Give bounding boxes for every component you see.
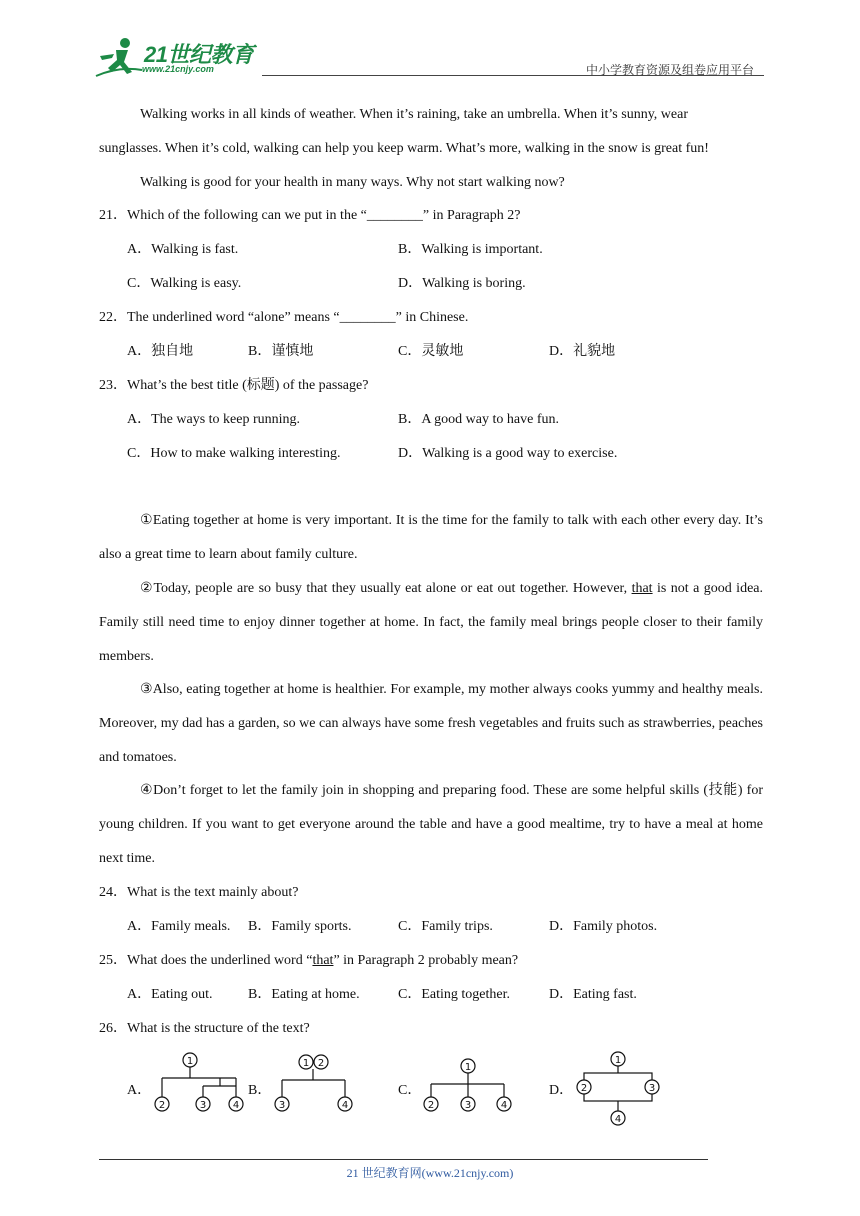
diagram-c-node-2: 2 (427, 1100, 435, 1111)
passage1-line1: Walking works in all kinds of weather. When it’s raining, take an umbrella. When it’s sunny, wear (140, 107, 688, 122)
q22-option-c[interactable]: C．灵敏地 (398, 344, 464, 359)
diagram-c-node-3: 3 (464, 1100, 472, 1111)
logo-text: 21世纪教育 (144, 42, 254, 67)
q25-option-b[interactable]: B．Eating at home. (248, 987, 360, 1002)
header-slogan: 中小学教育资源及组卷应用平台 (585, 63, 754, 77)
q21-option-d[interactable]: D．Walking is boring. (398, 276, 526, 291)
q21-option-a[interactable]: A．Walking is fast. (127, 242, 239, 257)
question-25 (99, 952, 518, 970)
q22-option-b[interactable]: B．谨慎地 (248, 344, 314, 359)
q24-option-a[interactable]: A．Family meals. (127, 919, 231, 934)
diagram-b-node-2: 2 (317, 1058, 325, 1069)
p2-text-after: is not a good idea. Family still need time to enjoy dinner together at home. In fact, the family meal brings people closer to their family members. (99, 581, 763, 664)
q21-option-c[interactable]: C．Walking is easy. (127, 276, 242, 291)
q25-stem-after: ” in Paragraph 2 probably mean? (333, 953, 519, 968)
passage1-paragraph-health (99, 166, 763, 200)
diagram-b-node-3: 3 (278, 1100, 286, 1111)
diagram-d-node-1: 1 (614, 1055, 622, 1066)
diagram-c-node-1: 1 (464, 1062, 472, 1073)
passage2-paragraph-2 (99, 572, 763, 674)
diagram-a-node-1: 1 (186, 1056, 194, 1067)
footer-divider (99, 1159, 708, 1160)
passage1-paragraph-weather (99, 98, 763, 132)
p2-text-before: ②Today, people are so busy that they usually eat alone or eat out together. However, (140, 581, 632, 596)
diagram-d-node-3: 3 (648, 1083, 656, 1094)
passage2-paragraph-4: ④Don’t forget to let the family join in shopping and preparing food. These are some helpful skills (技能) for young children. If you want to get everyone around the table and have a good mealtime, try to have a meal at home next time. (99, 783, 763, 866)
site-logo (94, 36, 264, 78)
q24-option-b[interactable]: B．Family sports. (248, 919, 352, 934)
q23-option-d[interactable]: D．Walking is a good way to exercise. (398, 446, 618, 461)
q25-stem-before: 25．What does the underlined word “ (99, 953, 313, 968)
diagram-d-node-2: 2 (580, 1083, 588, 1094)
q22-option-a[interactable]: A．独自地 (127, 344, 194, 359)
question-22: 22．The underlined word “alone” means “________” in Chinese. (99, 310, 469, 325)
q25-option-d[interactable]: D．Eating fast. (549, 987, 637, 1002)
passage2-paragraph-3: ③Also, eating together at home is healthier. For example, my mother always cooks yummy and healthy meals. Moreover, my dad has a garden, so we can always have some fresh vegetables and fruits such as strawberries, peaches and tomatoes. (99, 682, 763, 765)
passage1-line2: sunglasses. When it’s cold, walking can help you keep warm. What’s more, walking in the snow is great fun! (99, 141, 709, 156)
question-23: 23．What’s the best title (标题) of the passage? (99, 378, 369, 393)
header-divider (262, 75, 764, 76)
diagram-a-node-2: 2 (158, 1100, 166, 1111)
question-21: 21．Which of the following can we put in the “________” in Paragraph 2? (99, 208, 521, 223)
q23-option-a[interactable]: A．The ways to keep running. (127, 412, 301, 427)
q25-option-a[interactable]: A．Eating out. (127, 987, 213, 1002)
question-26: 26．What is the structure of the text? (99, 1021, 310, 1036)
q25-underlined-that: that (312, 953, 334, 968)
q24-option-d[interactable]: D．Family photos. (549, 919, 658, 934)
question-24: 24．What is the text mainly about? (99, 885, 299, 900)
runner-logo-icon (94, 36, 144, 78)
diagram-a-node-3: 3 (199, 1100, 207, 1111)
q21-option-b[interactable]: B．Walking is important. (398, 242, 543, 257)
passage1-health-text: Walking is good for your health in many ways. Why not start walking now? (140, 175, 565, 190)
passage2-paragraph-1: ①Eating together at home is very important. It is the time for the family to talk with each other every day. It’s also a great time to learn about family culture. (99, 513, 763, 562)
q26-option-d-label[interactable]: D． (549, 1083, 574, 1098)
footer-link[interactable]: 21 世纪教育网(www.21cnjy.com) (346, 1166, 514, 1180)
q26-option-c-label[interactable]: C． (398, 1083, 422, 1098)
diagram-c-node-4: 4 (500, 1100, 508, 1111)
logo-url: www.21cnjy.com (142, 64, 214, 74)
diagram-b-node-1: 1 (302, 1058, 310, 1069)
q26-diagram-c[interactable] (420, 1050, 520, 1116)
q23-option-b[interactable]: B．A good way to have fun. (398, 412, 559, 427)
q26-option-a-label[interactable]: A． (127, 1083, 152, 1098)
diagram-a-node-4: 4 (232, 1100, 240, 1111)
passage1-paragraph-weather-cont (99, 132, 763, 166)
diagram-d-node-4: 4 (614, 1114, 622, 1125)
q26-diagram-b[interactable] (268, 1050, 360, 1116)
underlined-word-that: that (631, 581, 653, 596)
q22-option-d[interactable]: D．礼貌地 (549, 344, 616, 359)
q24-option-c[interactable]: C．Family trips. (398, 919, 493, 934)
q26-diagram-d[interactable] (572, 1048, 666, 1128)
q26-option-b-label[interactable]: B． (248, 1083, 272, 1098)
diagram-b-node-4: 4 (341, 1100, 349, 1111)
q25-option-c[interactable]: C．Eating together. (398, 987, 510, 1002)
q26-diagram-a[interactable] (148, 1050, 248, 1116)
q23-option-c[interactable]: C．How to make walking interesting. (127, 446, 341, 461)
